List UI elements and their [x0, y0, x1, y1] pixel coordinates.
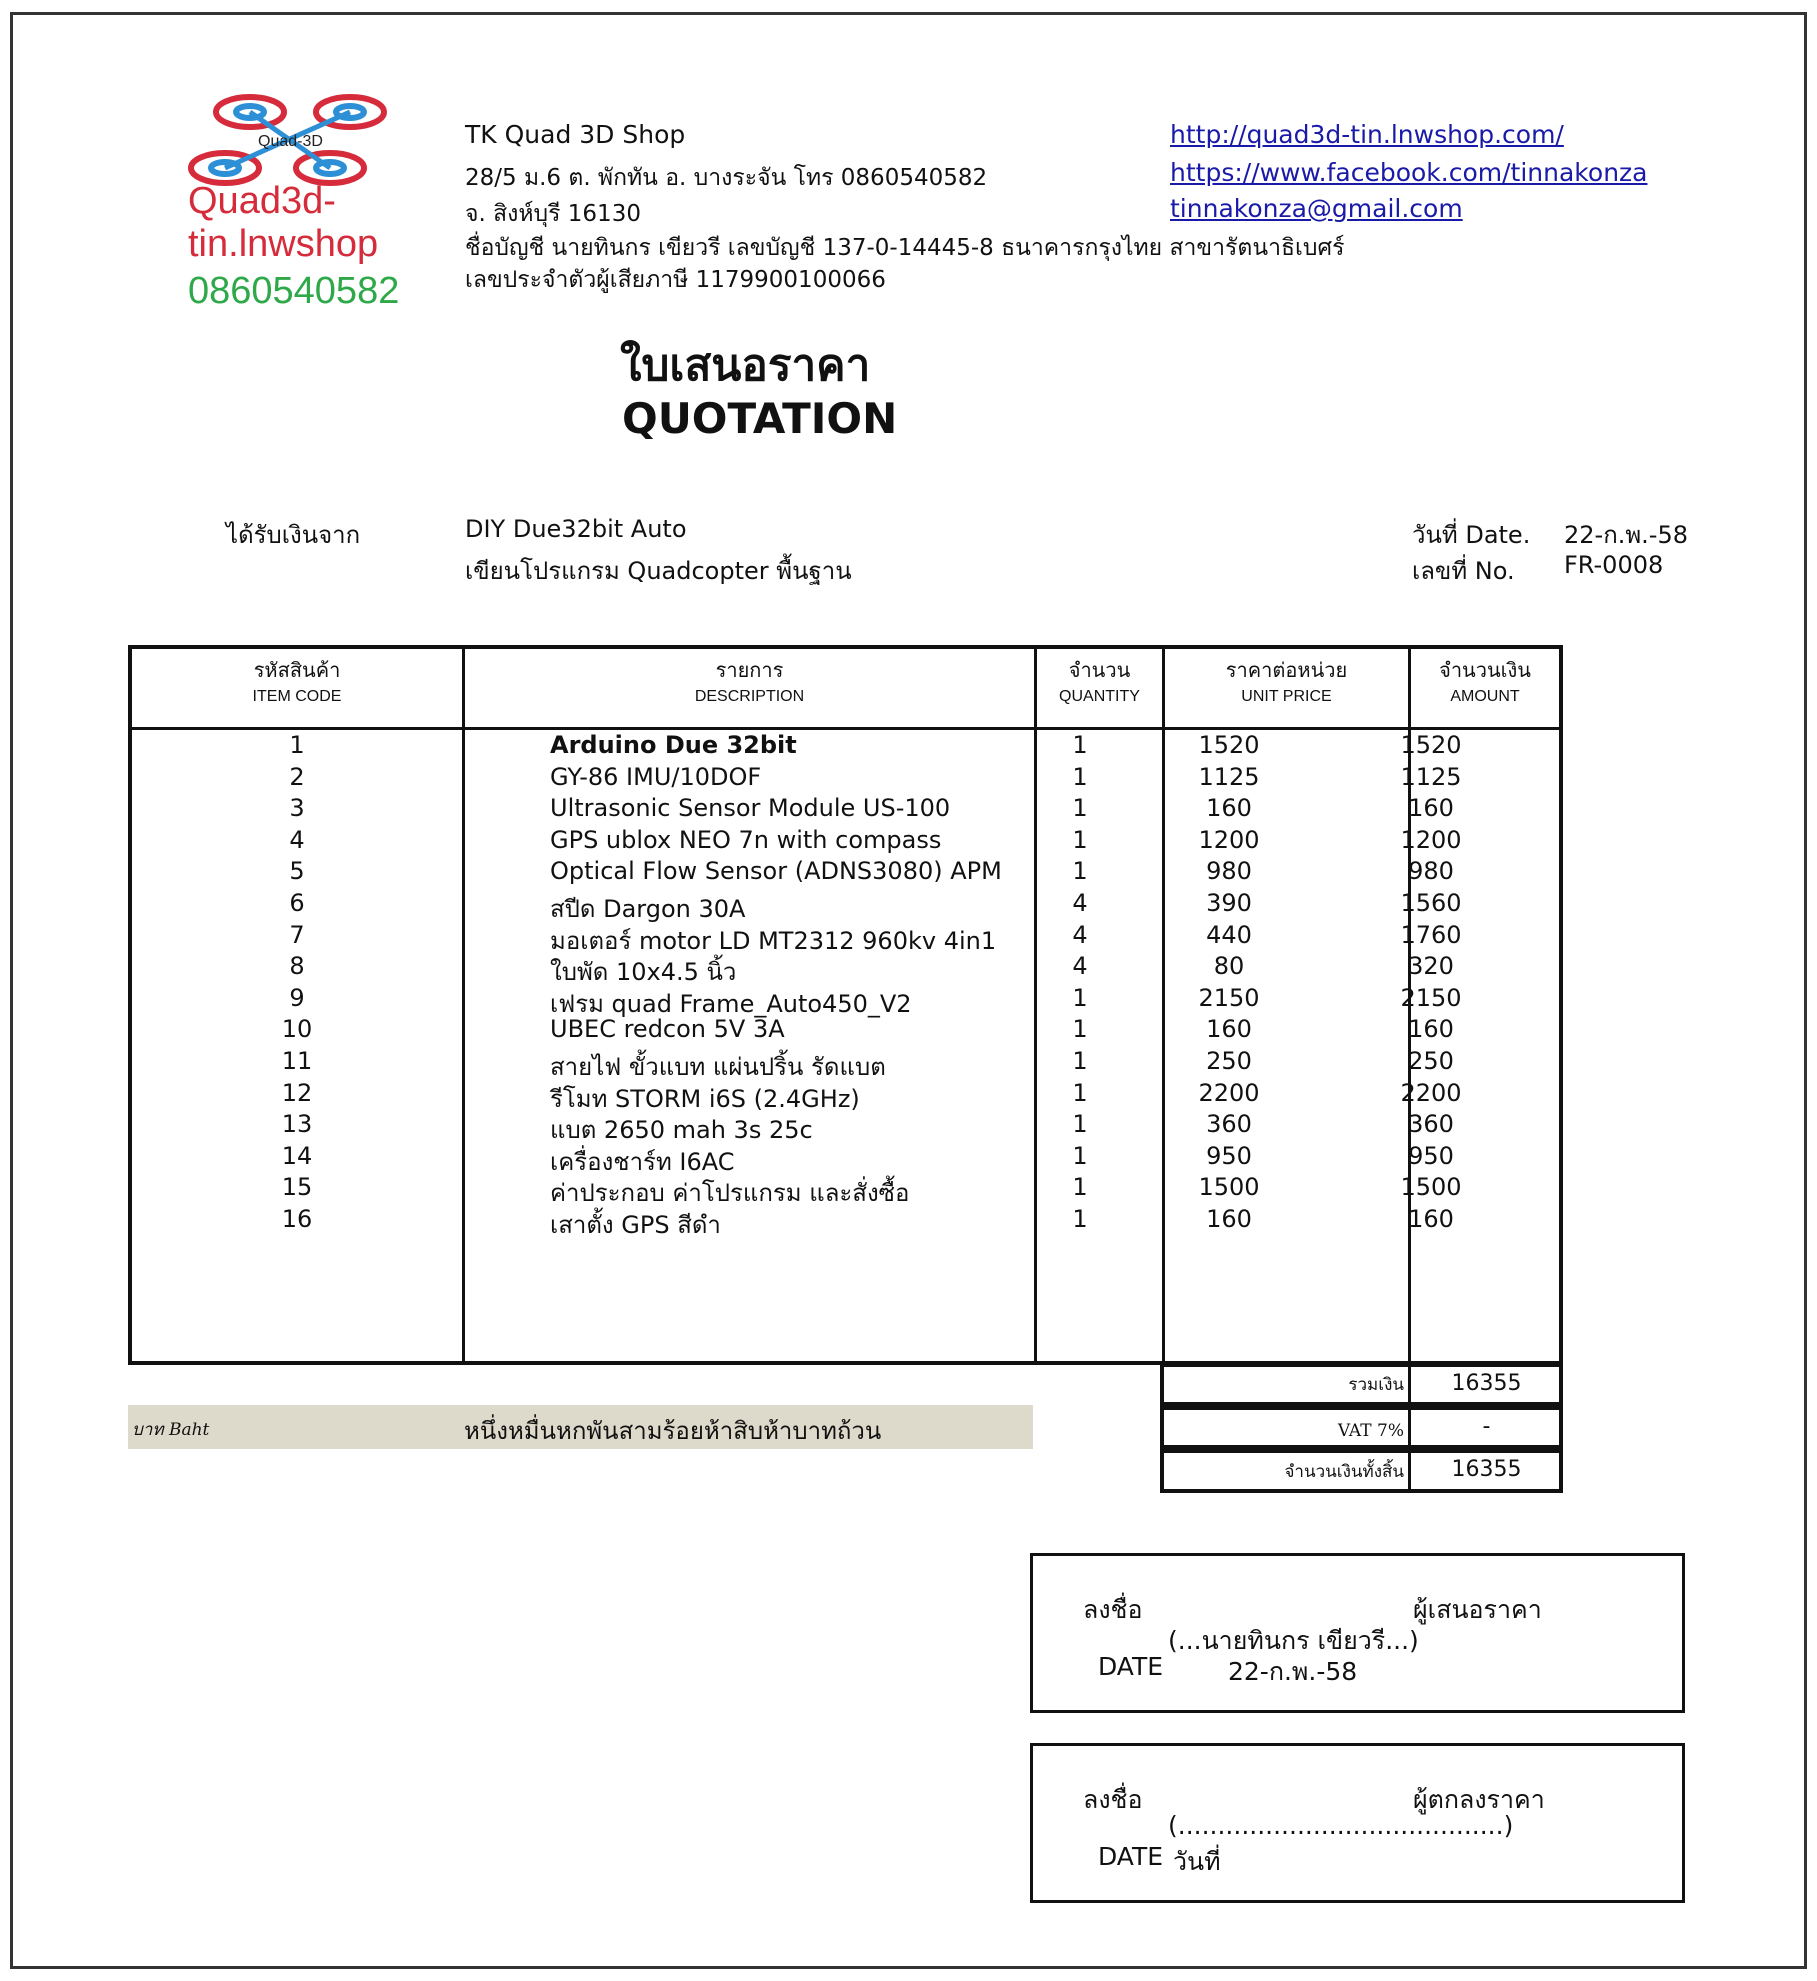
item-code: 14	[281, 1141, 313, 1170]
table-row	[132, 1173, 1559, 1208]
item-unit-price: 250	[1206, 1047, 1252, 1075]
bank-account: ชื่อบัญชี นายทินกร เขียวรี เลขบัญชี 137-0-14445-8 ธนาคารกรุงไทย สาขารัตนาธิเบศร์	[465, 235, 1345, 261]
item-unit-price: 360	[1206, 1110, 1252, 1139]
subtotal-row	[1160, 1363, 1563, 1406]
item-quantity: 1	[1072, 1078, 1088, 1107]
table-row	[132, 763, 1559, 795]
header-item-code: รหัสสินค้า ITEM CODE	[252, 658, 342, 705]
total-value: 16355	[1451, 1457, 1522, 1482]
item-code: 10	[281, 1015, 313, 1044]
header-divider	[132, 727, 1559, 730]
item-description: เครื่องชาร์ท I6AC	[550, 1147, 735, 1176]
vat-value: -	[1482, 1414, 1491, 1439]
item-amount: 2200	[1400, 1078, 1462, 1107]
signature-box-accept	[1030, 1743, 1685, 1903]
item-amount: 360	[1408, 1110, 1454, 1139]
item-description: GPS ublox NEO 7n with compass	[550, 825, 942, 854]
item-code: 16	[281, 1205, 313, 1233]
header-quantity: จำนวน QUANTITY	[1059, 658, 1140, 705]
item-code: 5	[289, 857, 305, 886]
item-quantity: 1	[1072, 825, 1088, 854]
signer-role: ผู้เสนอราคา	[1413, 1595, 1542, 1624]
item-amount: 1560	[1400, 889, 1462, 917]
header-amount: จำนวนเงิน AMOUNT	[1439, 658, 1531, 705]
item-code: 3	[289, 794, 305, 823]
item-description: มอเตอร์ motor LD MT2312 960kv 4in1	[550, 926, 997, 955]
item-quantity: 1	[1072, 983, 1088, 1012]
table-row	[132, 1205, 1559, 1237]
sign-date-value: 22-ก.พ.-58	[1228, 1657, 1358, 1686]
item-quantity: 1	[1072, 857, 1088, 886]
website-link[interactable]: http://quad3d-tin.lnwshop.com/	[1170, 120, 1564, 149]
logo-brand-line2: tin.lnwshop	[188, 223, 379, 265]
item-quantity: 1	[1072, 1173, 1088, 1202]
table-row	[132, 889, 1559, 921]
item-amount: 980	[1408, 857, 1454, 886]
item-description: รีโมท STORM i6S (2.4GHz)	[550, 1084, 860, 1113]
item-code: 9	[289, 983, 305, 1012]
item-quantity: 1	[1072, 762, 1088, 791]
item-quantity: 1	[1072, 1141, 1088, 1170]
item-quantity: 1	[1072, 731, 1088, 759]
item-unit-price: 440	[1206, 920, 1252, 949]
item-description: สายไฟ ขั้วแบท แผ่นปริ้น รัดแบต	[550, 1053, 886, 1081]
shop-address-line1: 28/5 ม.6 ต. พักทัน อ. บางระจัน โทร 0860540582	[465, 165, 988, 191]
item-amount: 160	[1408, 794, 1454, 823]
item-amount: 160	[1408, 1205, 1454, 1233]
table-row	[132, 1079, 1559, 1111]
item-unit-price: 160	[1206, 1205, 1252, 1233]
title-thai: ใบเสนอราคา	[620, 340, 871, 391]
total-row	[1160, 1449, 1563, 1493]
item-quantity: 1	[1072, 1205, 1088, 1233]
item-unit-price: 1520	[1198, 731, 1260, 759]
table-row	[132, 826, 1559, 858]
shop-logo	[180, 90, 420, 320]
item-description: ใบพัด 10x4.5 นิ้ว	[550, 958, 737, 987]
item-code: 1	[289, 731, 305, 759]
signer-role: ผู้ตกลงราคา	[1413, 1785, 1545, 1814]
shop-address-line2: จ. สิงห์บุรี 16130	[465, 201, 641, 227]
doc-number-label: เลขที่ No.	[1412, 557, 1515, 585]
item-unit-price: 2150	[1198, 983, 1260, 1012]
sign-date-value: วันที่	[1173, 1847, 1221, 1876]
item-unit-price: 390	[1206, 889, 1252, 917]
item-quantity: 1	[1072, 1015, 1088, 1044]
item-description: Optical Flow Sensor (ADNS3080) APM	[550, 857, 1002, 886]
item-description: เสาตั้ง GPS สีดำ	[550, 1211, 721, 1239]
item-amount: 1520	[1400, 731, 1462, 759]
sign-label: ลงชื่อ	[1083, 1785, 1143, 1814]
table-row	[132, 857, 1559, 889]
logo-phone: 0860540582	[188, 270, 400, 312]
item-unit-price: 1125	[1198, 762, 1260, 791]
item-code: 15	[281, 1173, 313, 1202]
item-quantity: 4	[1072, 952, 1088, 981]
item-description: GY-86 IMU/10DOF	[550, 762, 762, 791]
item-code: 6	[289, 889, 305, 917]
title-english: QUOTATION	[622, 394, 898, 443]
item-description: Arduino Due 32bit	[550, 731, 797, 759]
subtotal-value: 16355	[1451, 1371, 1522, 1396]
item-amount: 2150	[1400, 983, 1462, 1012]
item-amount: 1500	[1400, 1173, 1462, 1202]
item-description: ค่าประกอบ ค่าโปรแกรม และสั่งซื้อ	[550, 1179, 910, 1208]
date-value: 22-ก.พ.-58	[1564, 521, 1689, 549]
item-amount: 250	[1408, 1047, 1454, 1075]
total-label: จำนวนเงินทั้งสิ้น	[1284, 1462, 1404, 1482]
customer-line1: DIY Due32bit Auto	[465, 515, 687, 543]
item-unit-price: 1200	[1198, 825, 1260, 854]
item-quantity: 1	[1072, 794, 1088, 823]
table-row	[132, 1015, 1559, 1047]
item-amount: 160	[1408, 1015, 1454, 1044]
amount-in-words: หนึ่งหมื่นหกพันสามร้อยห้าสิบห้าบาทถ้วน	[464, 1417, 882, 1445]
received-from-label: ได้รับเงินจาก	[226, 521, 361, 549]
table-row	[132, 921, 1559, 953]
items-table	[128, 645, 1563, 1365]
item-unit-price: 160	[1206, 794, 1252, 823]
table-row	[132, 731, 1559, 763]
logo-brand-line1: Quad3d-	[188, 180, 336, 222]
item-description: Ultrasonic Sensor Module US-100	[550, 794, 951, 823]
sign-date-label: DATE	[1098, 1842, 1164, 1871]
item-description: เฟรม quad Frame_Auto450_V2	[550, 989, 912, 1018]
item-quantity: 4	[1072, 889, 1088, 917]
sign-label: ลงชื่อ	[1083, 1595, 1143, 1624]
item-code: 8	[289, 952, 305, 981]
item-amount: 1200	[1400, 825, 1462, 854]
signer-name: (...นายทินกร เขียวรี...)	[1168, 1626, 1419, 1655]
item-quantity: 4	[1072, 920, 1088, 949]
item-code: 2	[289, 762, 305, 791]
item-description: สปีด Dargon 30A	[550, 895, 746, 923]
item-description: UBEC redcon 5V 3A	[550, 1015, 785, 1044]
signer-name-blank: (.........................................)	[1168, 1811, 1514, 1840]
doc-number-value: FR-0008	[1564, 551, 1664, 579]
item-quantity: 1	[1072, 1110, 1088, 1139]
item-description: แบต 2650 mah 3s 25c	[550, 1116, 813, 1145]
item-code: 13	[281, 1110, 313, 1139]
item-amount: 320	[1408, 952, 1454, 981]
item-unit-price: 80	[1213, 952, 1245, 981]
header-description: รายการ DESCRIPTION	[694, 658, 805, 705]
item-unit-price: 2200	[1198, 1078, 1260, 1107]
table-row	[132, 952, 1559, 987]
item-code: 12	[281, 1078, 313, 1107]
facebook-link[interactable]: https://www.facebook.com/tinnakonza	[1170, 158, 1648, 187]
item-unit-price: 980	[1206, 857, 1252, 886]
item-amount: 1760	[1400, 920, 1462, 949]
signature-box-offer	[1030, 1553, 1685, 1713]
item-amount: 1125	[1400, 762, 1462, 791]
table-row	[132, 794, 1559, 826]
table-row	[132, 1142, 1559, 1174]
tax-id: เลขประจำตัวผู้เสียภาษี 1179900100066	[465, 267, 886, 293]
item-code: 11	[281, 1047, 313, 1075]
date-label: วันที่ Date.	[1412, 521, 1531, 549]
shop-name: TK Quad 3D Shop	[465, 120, 686, 149]
header-unit-price: ราคาต่อหน่วย UNIT PRICE	[1225, 658, 1348, 705]
vat-label: VAT 7%	[1337, 1421, 1404, 1441]
item-unit-price: 160	[1206, 1015, 1252, 1044]
email-link[interactable]: tinnakonza@gmail.com	[1170, 194, 1463, 223]
sign-date-label: DATE	[1098, 1652, 1164, 1681]
item-code: 4	[289, 825, 305, 854]
logo-badge: Quad-3D	[258, 133, 323, 150]
item-code: 7	[289, 920, 305, 949]
customer-line2: เขียนโปรแกรม Quadcopter พื้นฐาน	[465, 557, 852, 585]
item-unit-price: 1500	[1198, 1173, 1260, 1202]
table-row	[132, 1047, 1559, 1079]
vat-row	[1160, 1406, 1563, 1449]
item-quantity: 1	[1072, 1047, 1088, 1075]
table-row	[132, 984, 1559, 1016]
item-amount: 950	[1408, 1141, 1454, 1170]
table-row	[132, 1110, 1559, 1145]
subtotal-label: รวมเงิน	[1348, 1375, 1404, 1395]
item-unit-price: 950	[1206, 1141, 1252, 1170]
baht-label: บาท Baht	[132, 1420, 210, 1440]
amount-in-words-bar	[128, 1405, 1033, 1449]
